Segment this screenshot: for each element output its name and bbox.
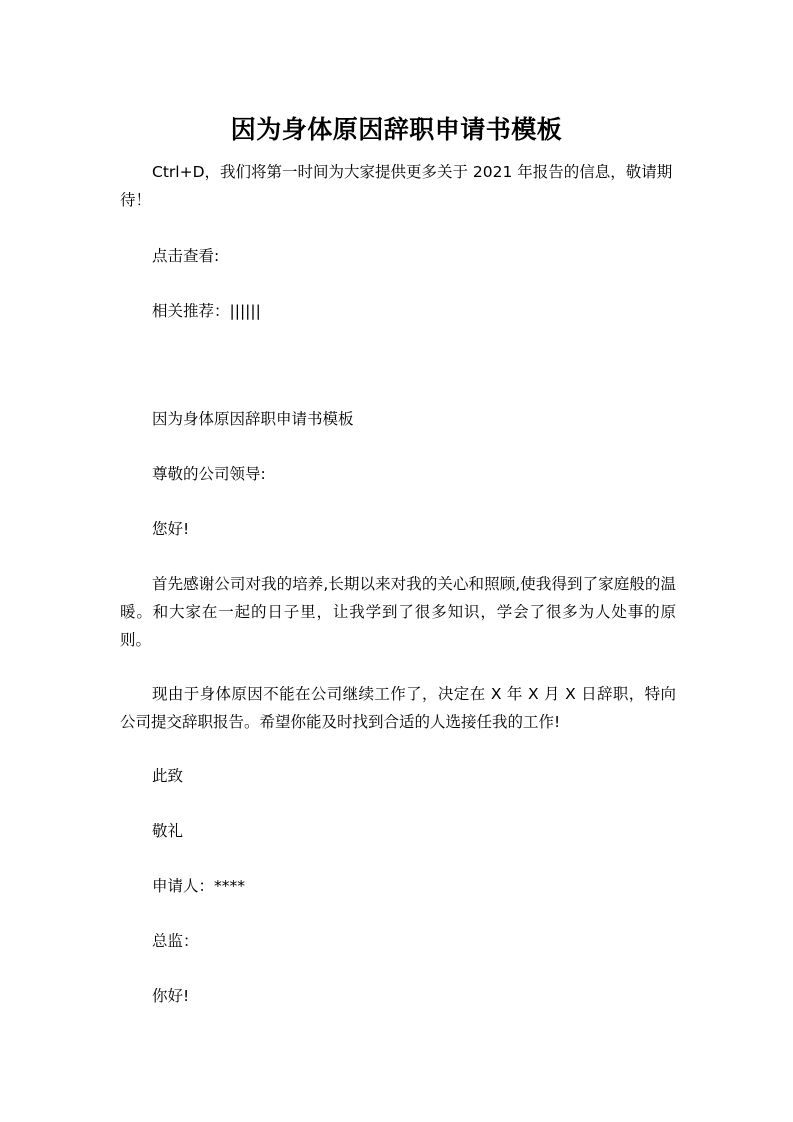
- letter-applicant: 申请人：****: [152, 877, 246, 895]
- letter-greeting: 您好!: [152, 520, 190, 538]
- click-view-text: 点击查看:: [152, 247, 220, 265]
- intro-paragraph: Ctrl+D，我们将第一时间为大家提供更多关于 2021 年报告的信息，敬请期待！: [120, 163, 673, 209]
- letter-body-paragraph-2: 现由于身体原因不能在公司继续工作了，决定在 X 年 X 月 X 日辞职，特向公司提交辞职报告。希望你能及时找到合适的人选接任我的工作!: [120, 685, 676, 731]
- related-recommendations: 相关推荐：||||||: [152, 302, 261, 320]
- letter-director: 总监：: [152, 932, 199, 950]
- letter-salutation: 尊敬的公司领导:: [152, 465, 266, 483]
- document-title: 因为身体原因辞职申请书模板: [230, 115, 563, 144]
- letter-body-paragraph-1: 首先感谢公司对我的培养,长期以来对我的关心和照顾,使我得到了家庭般的温暖。和大家在一起的日子里，让我学到了很多知识，学会了很多为人处事的原则。: [120, 575, 676, 649]
- letter-closing-line-2: 敬礼: [152, 822, 184, 840]
- letter-closing-line-1: 此致: [152, 767, 184, 785]
- letter-greeting-2: 你好!: [152, 987, 190, 1005]
- letter-title: 因为身体原因辞职申请书模板: [152, 410, 354, 428]
